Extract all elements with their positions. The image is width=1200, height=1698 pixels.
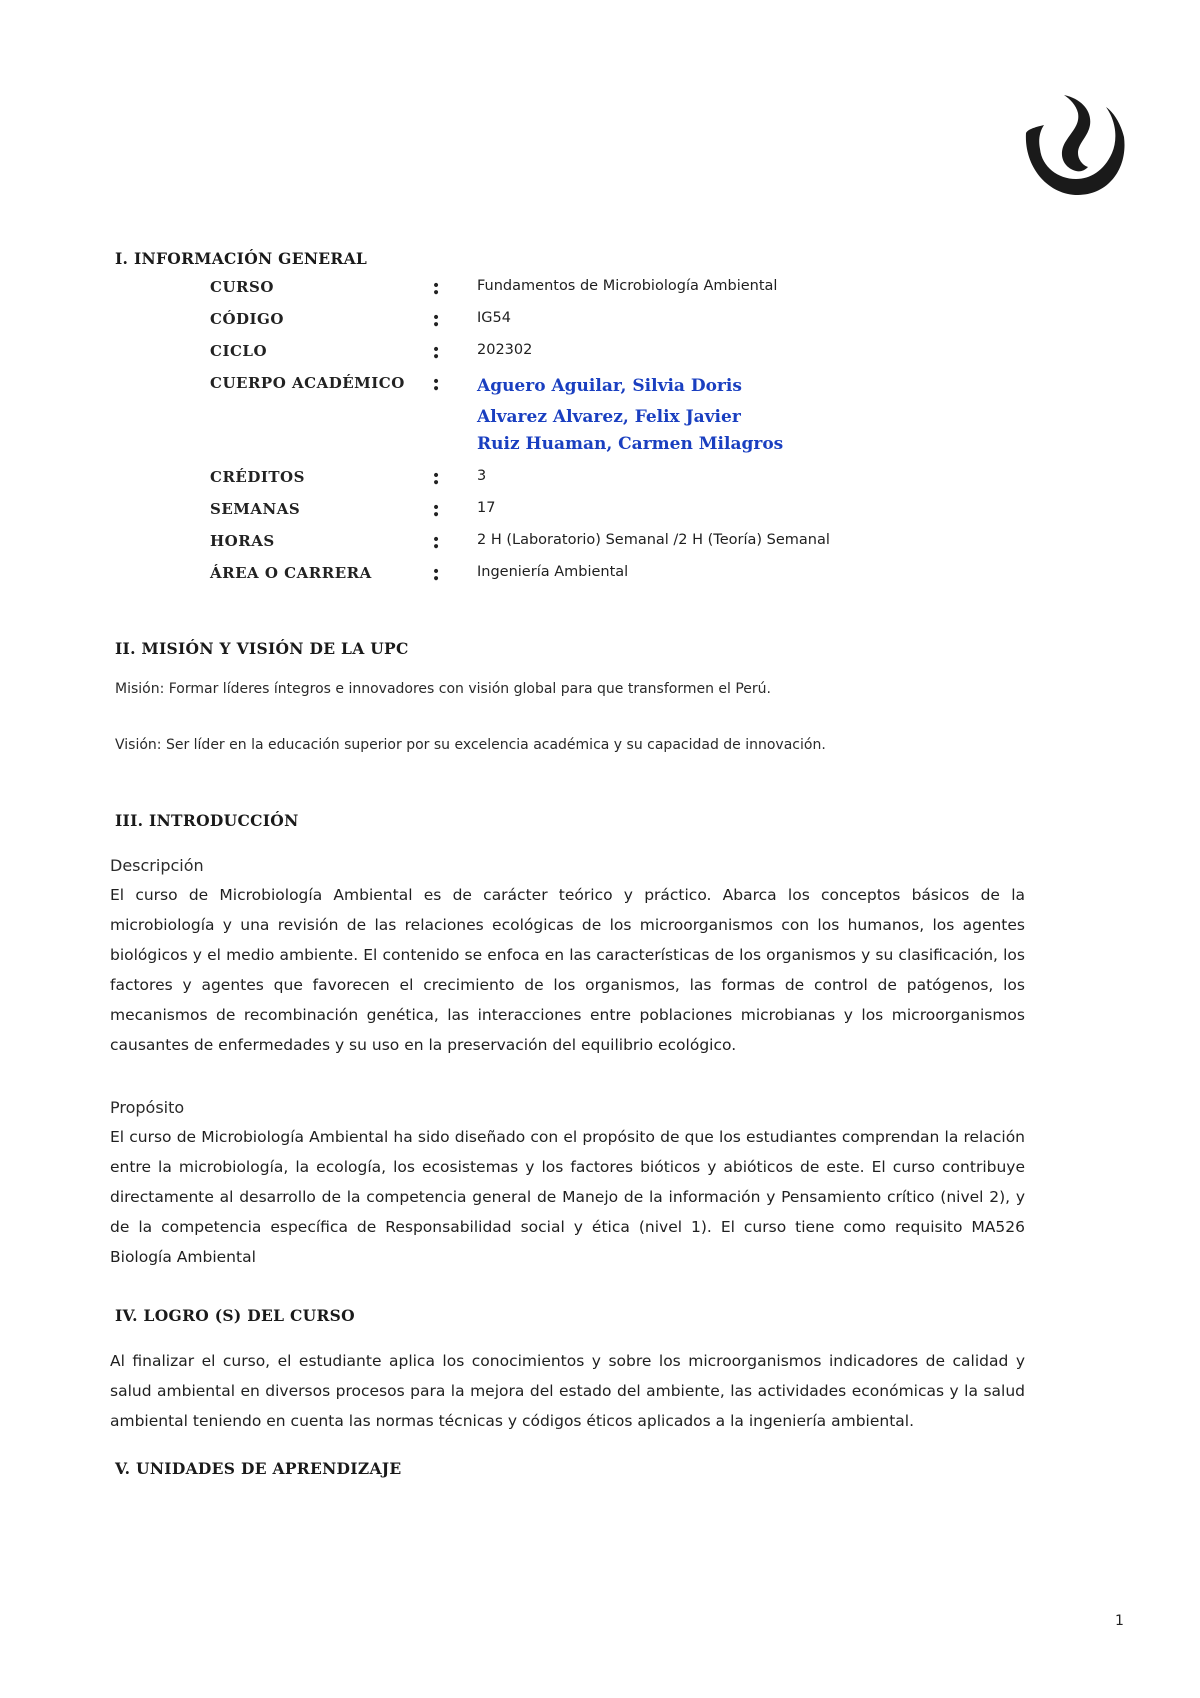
section-heading-unidades: V. UNIDADES DE APRENDIZAJE: [115, 1459, 402, 1478]
proposito-title: Propósito: [110, 1098, 185, 1117]
proposito-paragraph: El curso de Microbiología Ambiental ha sido diseñado con el propósito de que los estudiantes comprendan la relación entre la microbiología, la ecología, los ecosistemas y los factores bióticos y abióticos de este. El curso contribuye directamente al desarrollo de la competencia general de Manejo de la información y Pensamiento crítico (nivel 2), y de la competencia específica de Responsabilidad social y ética (nivel 1). El curso tiene como requisito MA526 Biología Ambiental: [110, 1128, 1025, 1266]
faculty-member: Alvarez Alvarez, Felix Javier: [477, 407, 741, 427]
info-value: 3: [477, 468, 487, 484]
info-label: CUERPO ACADÉMICO: [210, 374, 405, 392]
info-colon: :: [432, 528, 441, 554]
info-colon: :: [432, 464, 441, 490]
faculty-member: Ruiz Huaman, Carmen Milagros: [477, 434, 784, 454]
info-colon: :: [432, 496, 441, 522]
info-label: HORAS: [210, 532, 275, 550]
info-colon: :: [432, 370, 441, 396]
info-value: 17: [477, 500, 496, 516]
info-label: CÓDIGO: [210, 310, 284, 328]
upc-flame-logo-icon: [1020, 95, 1130, 205]
info-value: IG54: [477, 310, 511, 326]
vision-text: Visión: Ser líder en la educación superior por su excelencia académica y su capacidad de innovación.: [115, 737, 826, 753]
info-value: Ingeniería Ambiental: [477, 564, 629, 580]
info-label: SEMANAS: [210, 500, 301, 518]
mision-text: Misión: Formar líderes íntegros e innovadores con visión global para que transformen el Perú.: [115, 681, 772, 697]
info-label: CICLO: [210, 342, 268, 360]
section-heading-intro: III. INTRODUCCIÓN: [115, 811, 299, 830]
section-heading-logro: IV. LOGRO (S) DEL CURSO: [115, 1306, 355, 1325]
info-value: 2 H (Laboratorio) Semanal /2 H (Teoría) Semanal: [477, 532, 830, 548]
info-value: Fundamentos de Microbiología Ambiental: [477, 278, 778, 294]
info-label: ÁREA O CARRERA: [210, 564, 372, 582]
info-value: 202302: [477, 342, 533, 358]
info-label: CRÉDITOS: [210, 468, 305, 486]
faculty-member: Aguero Aguilar, Silvia Doris: [477, 376, 742, 396]
descripcion-paragraph: El curso de Microbiología Ambiental es de carácter teórico y práctico. Abarca los conceptos básicos de la microbiología y una revisión de las relaciones ecológicas de los microorganismos con los humanos, los agentes biológicos y el medio ambiente. El contenido se enfoca en las características de los organismos y su clasificación, los factores y agentes que favorecen el crecimiento de los organismos, las formas de control de patógenos, los mecanismos de recombinación genética, las interacciones entre poblaciones microbianas y los microorganismos causantes de enfermedades y su uso en la preservación del equilibrio ecológico.: [110, 886, 1025, 1054]
descripcion-title: Descripción: [110, 856, 204, 875]
section-heading-mision-vision: II. MISIÓN Y VISIÓN DE LA UPC: [115, 639, 409, 658]
logro-paragraph: Al finalizar el curso, el estudiante aplica los conocimientos y sobre los microorganismos indicadores de calidad y salud ambiental en diversos procesos para la mejora del estado del ambiente, las actividades económicas y la salud ambiental teniendo en cuenta las normas técnicas y códigos éticos aplicados a la ingeniería ambiental.: [110, 1352, 1025, 1430]
info-colon: :: [432, 306, 441, 332]
section-heading-general: I. INFORMACIÓN GENERAL: [115, 249, 368, 268]
info-colon: :: [432, 560, 441, 586]
info-label: CURSO: [210, 278, 274, 296]
info-colon: :: [432, 338, 441, 364]
info-colon: :: [432, 274, 441, 300]
page-number: 1: [1115, 1613, 1124, 1629]
